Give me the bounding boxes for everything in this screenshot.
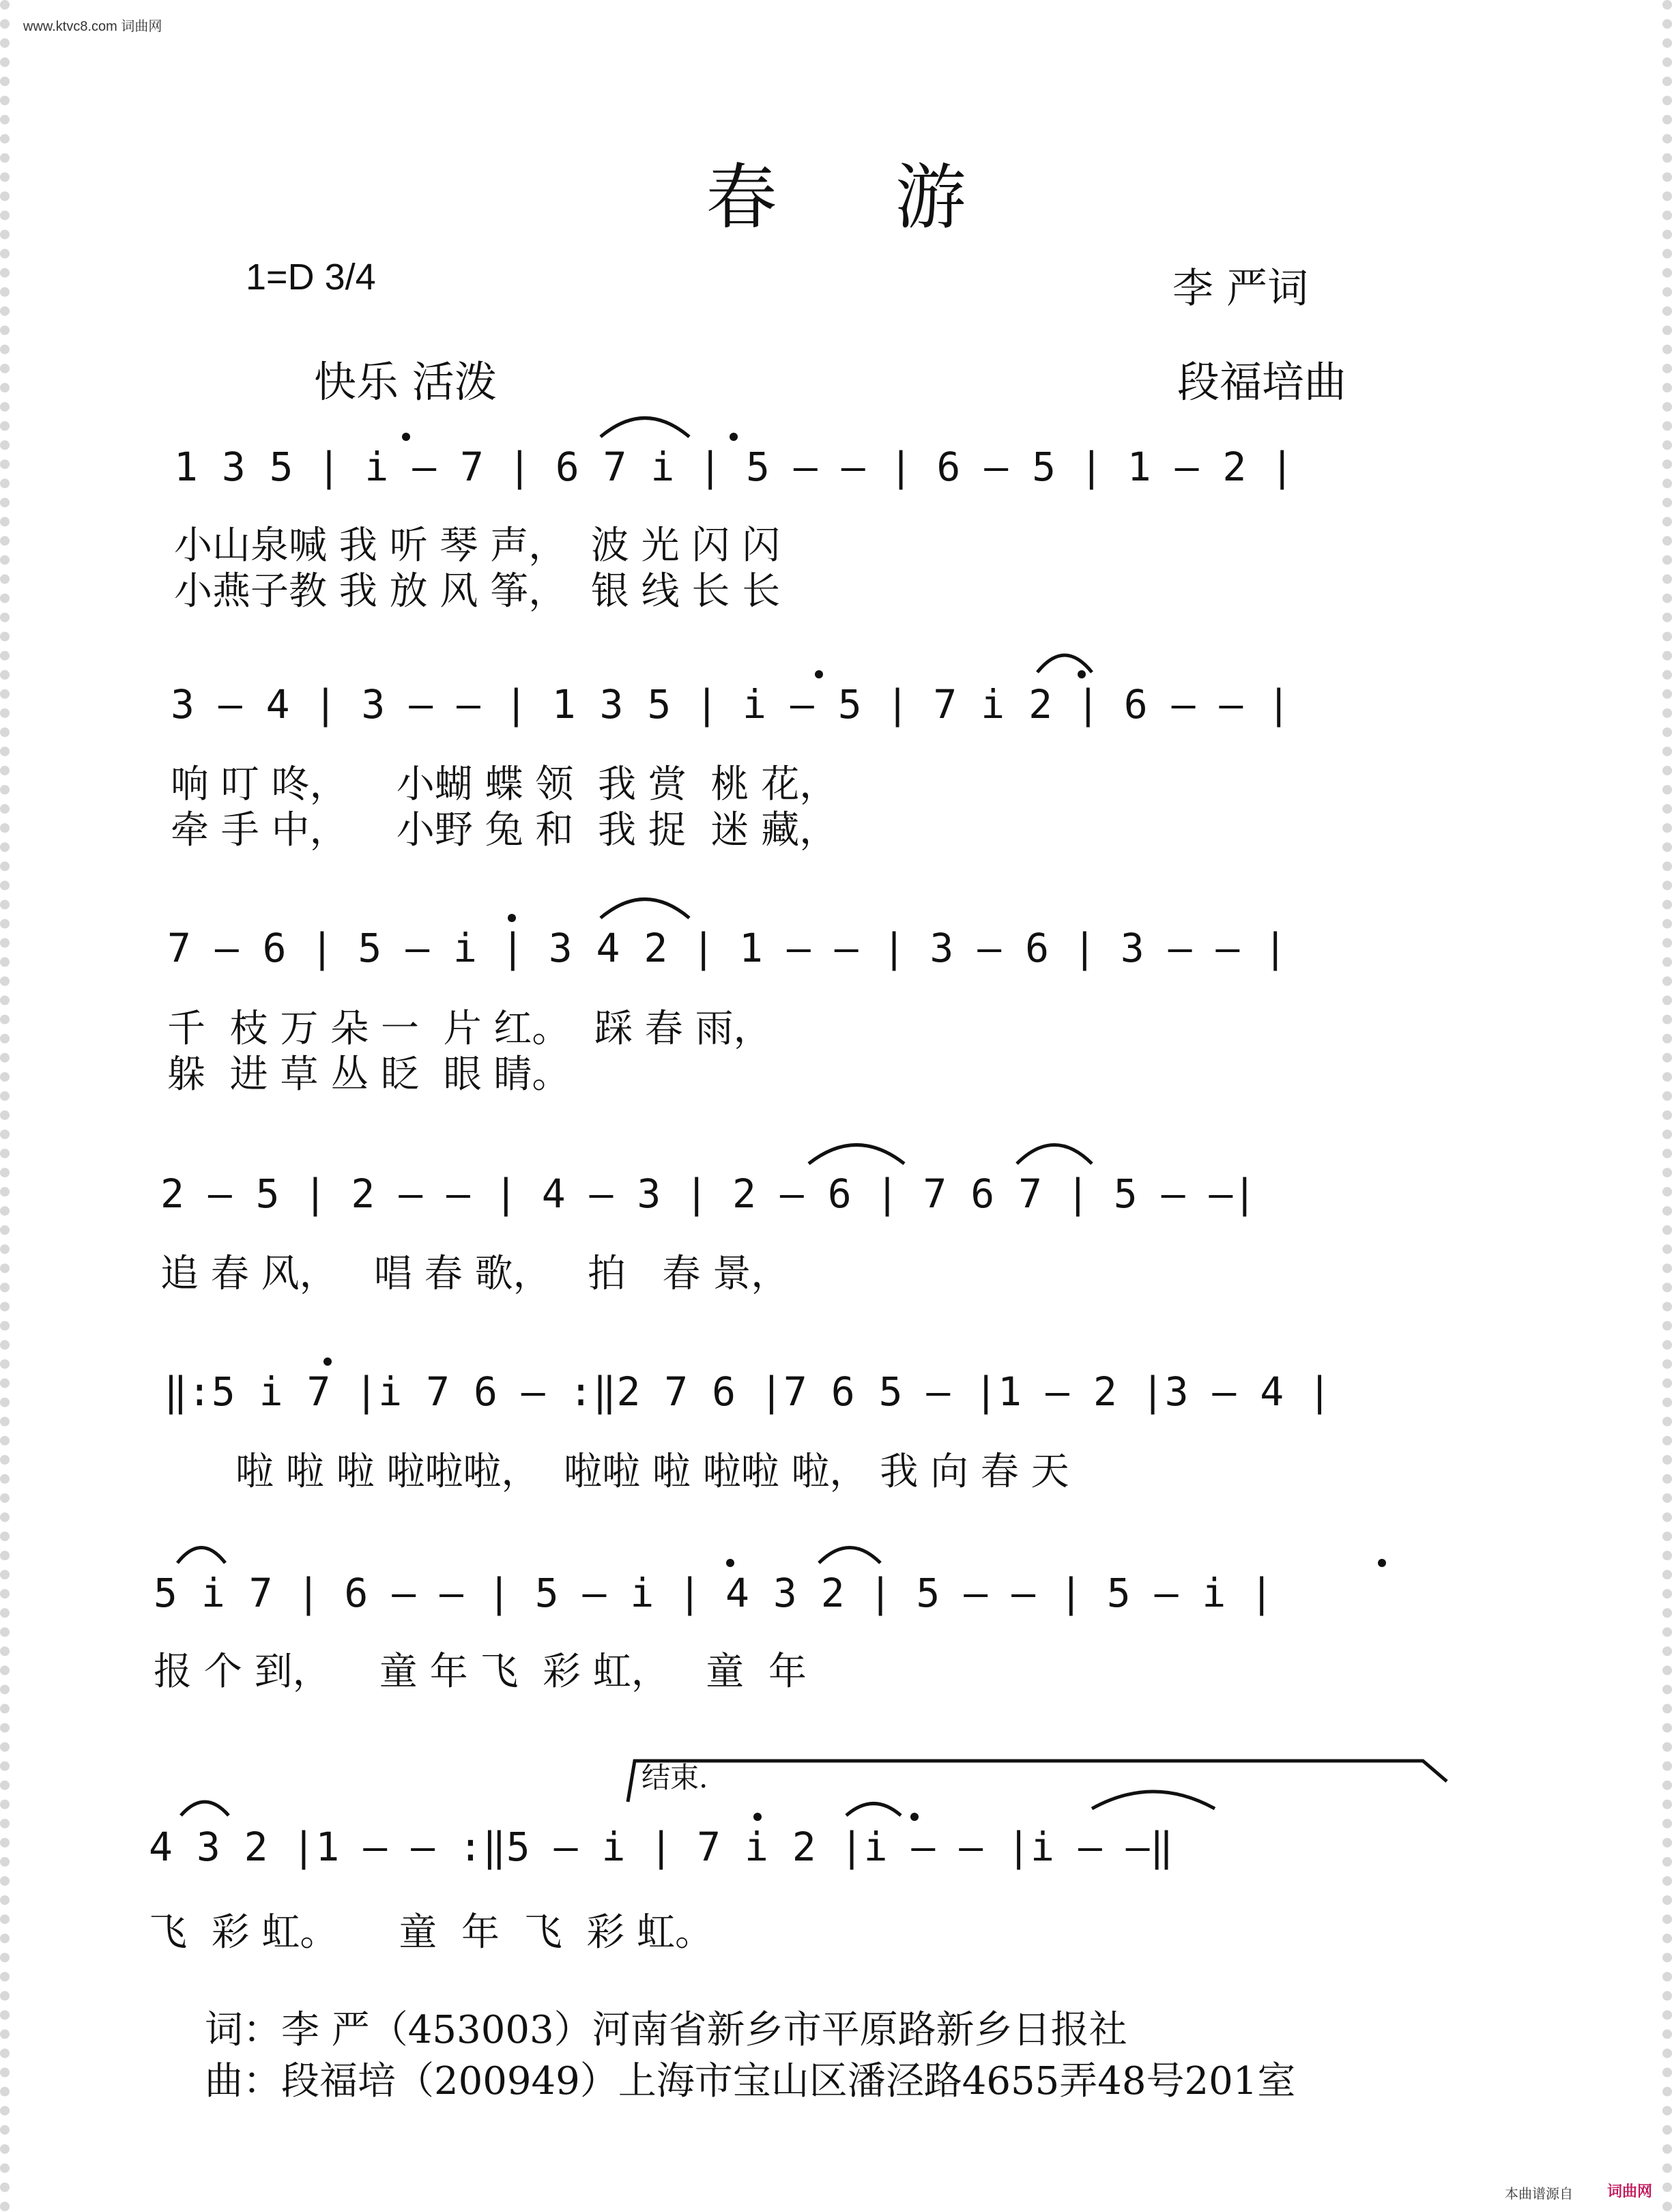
lyric-row-2-verse-2: 牵 手 中， 小野 兔 和 我 捉 迷 藏，	[171, 808, 838, 852]
octave-dot	[323, 1358, 332, 1366]
octave-dot	[726, 1559, 734, 1567]
slur-mark	[601, 900, 689, 919]
key-signature: 1=D 3/4	[246, 257, 376, 298]
slur-mark	[819, 1548, 880, 1564]
song-title: 春 游	[706, 156, 1014, 239]
lyric-row-6: 报 个 到， 童 年 飞 彩 虹， 童 年	[154, 1650, 807, 1694]
octave-dot	[1378, 1559, 1386, 1567]
lyric-row-3-verse-1: 千 枝 万 朵 一 片 红。 踩 春 雨，	[167, 1007, 772, 1051]
slur-mark	[809, 1145, 904, 1164]
octave-dot	[815, 670, 823, 678]
composer: 段福培曲	[1177, 357, 1347, 407]
notation-row-7: 4 3 2 |1 — — :‖5 — i | 7 i 2 |i — — |i — —‖	[149, 1824, 1174, 1870]
source-logo: 词曲网	[1607, 2183, 1653, 2200]
octave-dot	[753, 1813, 762, 1821]
ending-bracket	[628, 1761, 1447, 1802]
octave-dot	[910, 1813, 919, 1821]
footer-composer-address: 曲：段福培（200949）上海市宝山区潘泾路4655弄48号201室	[205, 2059, 1296, 2103]
notation-row-1: 1 3 5 | i — 7 | 6 7 i | 5 — — | 6 — 5 | 1 — 2 |	[174, 444, 1295, 490]
source-credit: 本曲谱源自	[1505, 2187, 1573, 2202]
slur-mark	[846, 1804, 901, 1816]
octave-dot	[1078, 670, 1086, 678]
lyric-row-3-verse-2: 躲 进 草 丛 眨 眼 睛。	[167, 1052, 571, 1097]
octave-dot	[508, 914, 516, 922]
lyric-row-1-verse-2: 小燕子教 我 放 风 筝， 银 线 长 长	[174, 569, 781, 614]
slur-mark	[1037, 655, 1092, 672]
lyric-row-5: 啦 啦 啦 啦啦啦， 啦啦 啦 啦啦 啦， 我 向 春 天	[235, 1450, 1069, 1494]
slur-mark	[181, 1802, 229, 1815]
site-watermark: www.ktvc8.com 词曲网	[23, 19, 162, 34]
tempo-marking: 快乐 活泼	[314, 357, 497, 407]
notation-row-3: 7 — 6 | 5 — i | 3 4 2 | 1 — — | 3 — 6 | 3 — — |	[167, 925, 1288, 971]
lyric-row-7: 飞 彩 虹。 童 年 飞 彩 虹。	[149, 1910, 714, 1955]
slur-mark	[601, 418, 689, 437]
notation-row-5: ‖:5 i 7 |i 7 6 — :‖2 7 6 |7 6 5 — |1 — 2 |3 — 4 |	[164, 1368, 1332, 1415]
lyric-row-2-verse-1: 响 叮 咚， 小蝴 蝶 领 我 赏 桃 花，	[171, 762, 838, 807]
lyric-row-4: 追 春 风， 唱 春 歌， 拍 春 景，	[160, 1252, 790, 1296]
lyricist: 李 严词	[1172, 265, 1309, 313]
ending-label: 结束.	[642, 1761, 708, 1794]
slur-mark	[177, 1548, 225, 1564]
notation-row-4: 2 — 5 | 2 — — | 4 — 3 | 2 — 6 | 7 6 7 | 5 — —|	[160, 1170, 1257, 1217]
octave-dot	[402, 433, 410, 441]
footer-lyricist-address: 词：李 严（453003）河南省新乡市平原路新乡日报社	[205, 2008, 1127, 2052]
octave-dot	[730, 433, 738, 441]
slur-mark	[1017, 1145, 1092, 1164]
notation-row-6: 5 i 7 | 6 — — | 5 — i | 4 3 2 | 5 — — | 5 — i |	[154, 1570, 1274, 1616]
notation-row-2: 3 — 4 | 3 — — | 1 3 5 | i — 5 | 7 i 2 | 6 — — |	[171, 681, 1291, 728]
slur-mark	[1092, 1792, 1215, 1809]
lyric-row-1-verse-1: 小山泉喊 我 听 琴 声， 波 光 闪 闪	[174, 523, 781, 568]
